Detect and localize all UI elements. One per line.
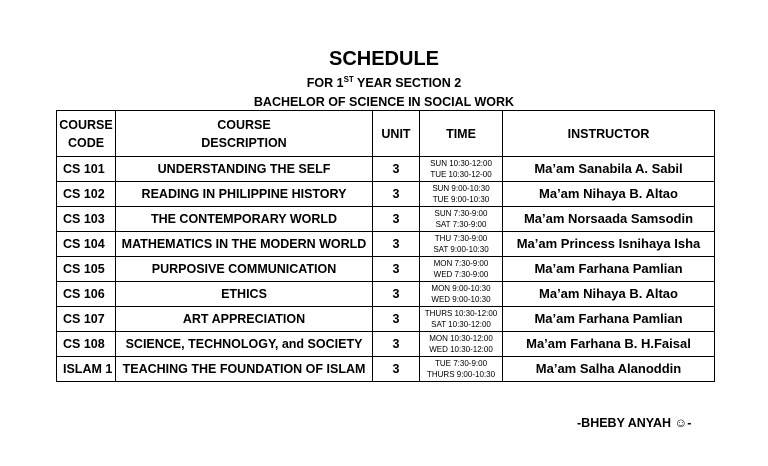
author-signature: -BHEBY ANYAH ☺- <box>577 416 692 430</box>
table-row <box>57 182 715 207</box>
table-row <box>57 157 715 182</box>
degree-title: BACHELOR OF SCIENCE IN SOCIAL WORK <box>253 95 515 109</box>
course-instructor: Ma’am Farhana Pamlian <box>503 257 715 282</box>
section-subtitle <box>0 75 768 91</box>
course-description: ETHICS <box>116 282 373 307</box>
table-row <box>57 332 715 357</box>
header-row <box>57 111 715 157</box>
course-unit: 3 <box>373 232 420 257</box>
course-time <box>420 257 503 282</box>
time-slot-2: WED 7:30-9:00 <box>433 270 489 279</box>
course-instructor: Ma’am Farhana B. H.Faisal <box>503 332 715 357</box>
column-header-code-line2: CODE <box>67 135 105 150</box>
column-header-unit: UNIT <box>373 111 420 157</box>
course-unit: 3 <box>373 157 420 182</box>
course-unit: 3 <box>373 282 420 307</box>
time-slot-1: SUN 9:00-10:30 <box>432 184 490 193</box>
course-description: SCIENCE, TECHNOLOGY, and SOCIETY <box>116 332 373 357</box>
column-header-instructor: INSTRUCTOR <box>503 111 715 157</box>
column-header-code <box>57 111 116 157</box>
course-time <box>420 307 503 332</box>
course-instructor: Ma’am Farhana Pamlian <box>503 307 715 332</box>
time-slot-2: SAT 9:00-10:30 <box>433 245 489 254</box>
time-slot-2: WED 9:00-10:30 <box>431 295 491 304</box>
course-time <box>420 182 503 207</box>
course-code: CS 107 <box>57 307 116 332</box>
course-code: CS 103 <box>57 207 116 232</box>
course-description: THE CONTEMPORARY WORLD <box>116 207 373 232</box>
course-time <box>420 232 503 257</box>
column-header-time: TIME <box>420 111 503 157</box>
column-header-desc-line1: COURSE <box>217 117 271 132</box>
course-instructor: Ma’am Salha Alanoddin <box>503 357 715 382</box>
course-time <box>420 207 503 232</box>
course-instructor: Ma’am Sanabila A. Sabil <box>503 157 715 182</box>
time-slot-2: SAT 7:30-9:00 <box>435 220 487 229</box>
time-slot-1: SUN 10:30-12:00 <box>430 159 492 168</box>
course-description: READING IN PHILIPPINE HISTORY <box>116 182 373 207</box>
column-header-code-line1: COURSE <box>59 117 113 132</box>
course-code: CS 104 <box>57 232 116 257</box>
table-row <box>57 357 715 382</box>
course-description: UNDERSTANDING THE SELF <box>116 157 373 182</box>
course-unit: 3 <box>373 307 420 332</box>
course-code: CS 108 <box>57 332 116 357</box>
course-instructor: Ma’am Norsaada Samsodin <box>503 207 715 232</box>
course-description: MATHEMATICS IN THE MODERN WORLD <box>116 232 373 257</box>
course-unit: 3 <box>373 332 420 357</box>
time-slot-2: WED 10:30-12:00 <box>429 345 493 354</box>
course-unit: 3 <box>373 257 420 282</box>
table-row <box>57 232 715 257</box>
year-superscript: ST <box>343 75 354 84</box>
table-row <box>57 282 715 307</box>
time-slot-2: SAT 10:30-12:00 <box>431 320 491 329</box>
time-slot-2: THURS 9:00-10:30 <box>426 370 496 379</box>
course-time <box>420 282 503 307</box>
time-slot-1: MON 7:30-9:00 <box>433 259 489 268</box>
course-unit: 3 <box>373 357 420 382</box>
course-description: ART APPRECIATION <box>116 307 373 332</box>
course-unit: 3 <box>373 207 420 232</box>
course-description: PURPOSIVE COMMUNICATION <box>116 257 373 282</box>
course-description: TEACHING THE FOUNDATION OF ISLAM <box>116 357 373 382</box>
course-instructor: Ma’am Nihaya B. Altao <box>503 282 715 307</box>
table-row <box>57 207 715 232</box>
course-unit: 3 <box>373 182 420 207</box>
course-code: CS 105 <box>57 257 116 282</box>
time-slot-1: MON 9:00-10:30 <box>431 284 491 293</box>
course-code: CS 106 <box>57 282 116 307</box>
page-title: SCHEDULE <box>328 48 439 70</box>
column-header-desc-line2: DESCRIPTION <box>201 135 287 150</box>
table-row <box>57 257 715 282</box>
table-row <box>57 307 715 332</box>
schedule-table <box>56 110 715 382</box>
year-prefix: FOR 1 <box>306 76 344 90</box>
time-slot-1: MON 10:30-12:00 <box>429 334 493 343</box>
time-slot-1: THURS 10:30-12:00 <box>424 309 498 318</box>
column-header-description <box>116 111 373 157</box>
time-slot-2: TUE 9:00-10:30 <box>432 195 490 204</box>
course-code: ISLAM 1 <box>57 357 116 382</box>
course-code: CS 101 <box>57 157 116 182</box>
course-instructor: Ma’am Princess Isnihaya Isha <box>503 232 715 257</box>
time-slot-2: TUE 10:30-12-00 <box>430 170 492 179</box>
course-instructor: Ma’am Nihaya B. Altao <box>503 182 715 207</box>
year-suffix: YEAR SECTION 2 <box>353 76 462 90</box>
course-time <box>420 357 503 382</box>
time-slot-1: TUE 7:30-9:00 <box>434 359 488 368</box>
time-slot-1: THU 7:30-9:00 <box>434 234 488 243</box>
time-slot-1: SUN 7:30-9:00 <box>434 209 488 218</box>
course-time <box>420 332 503 357</box>
course-time <box>420 157 503 182</box>
course-code: CS 102 <box>57 182 116 207</box>
